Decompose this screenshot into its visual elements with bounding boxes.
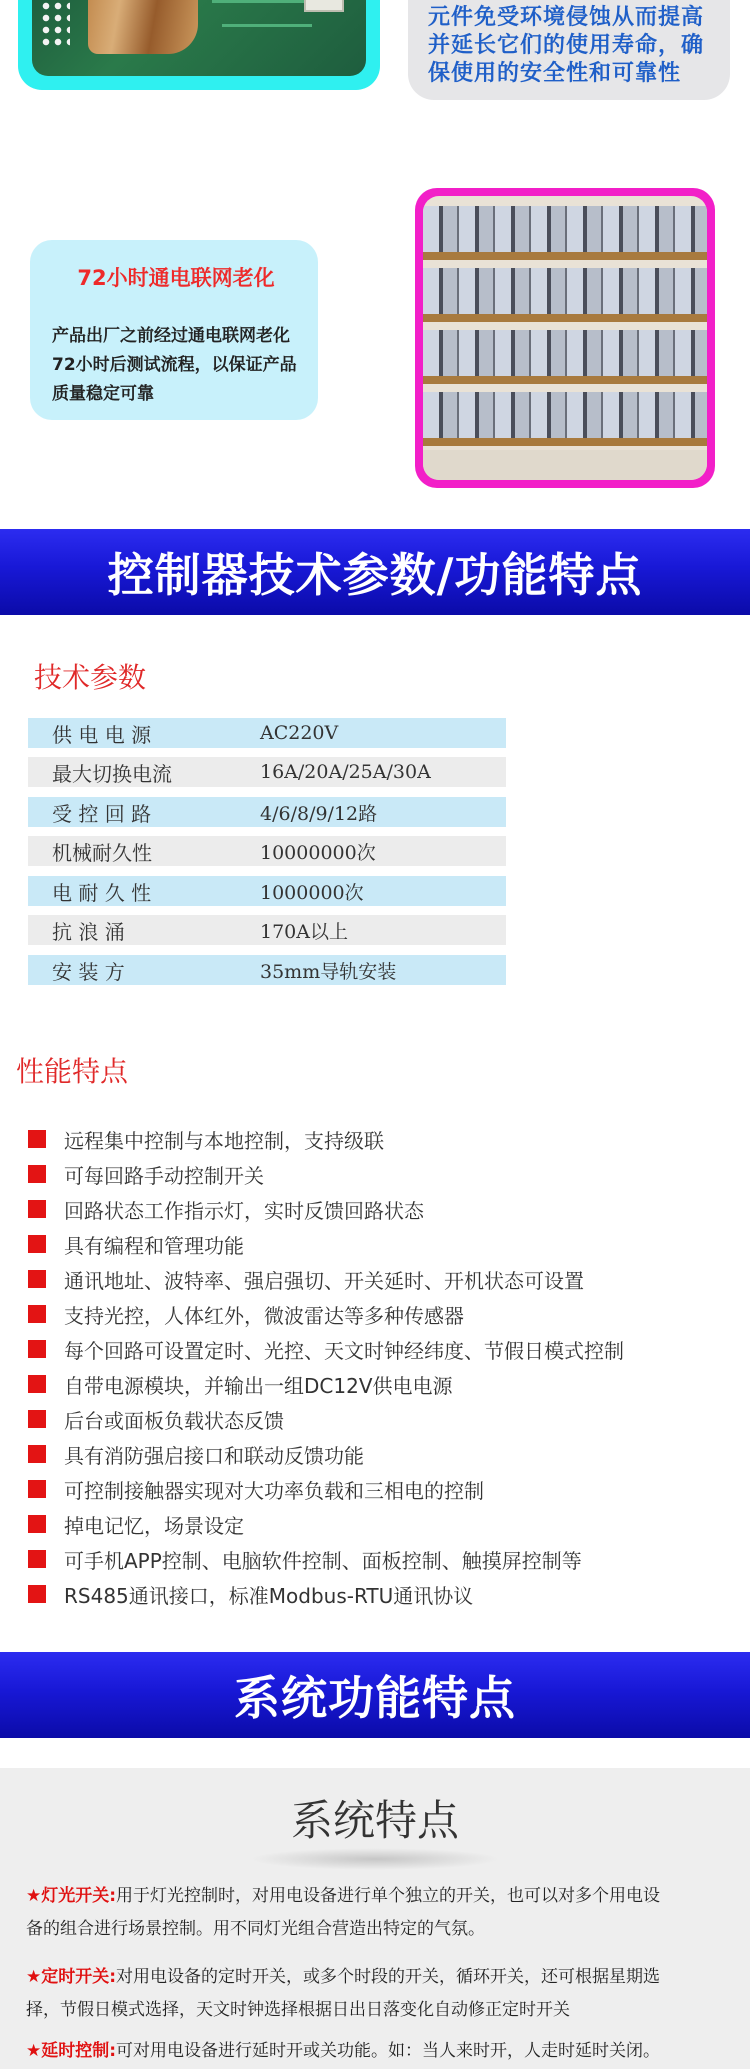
- aging-title: 72小时通电联网老化: [77, 266, 275, 290]
- feature-text: 自带电源模块，并输出一组DC12V供电电源: [64, 1373, 453, 1398]
- feature-item: [28, 1474, 484, 1504]
- bullet-square-icon: [28, 1165, 46, 1183]
- features-heading: 性能特点: [16, 1055, 129, 1088]
- feature-text: 具有编程和管理功能: [64, 1233, 244, 1258]
- feature-item: [28, 1194, 424, 1224]
- system-feature-key: ★灯光开关:: [26, 1886, 117, 1906]
- feature-item: [28, 1334, 624, 1364]
- param-row: [28, 718, 506, 748]
- circuit-board-photo: [18, 0, 380, 90]
- feature-item: [28, 1369, 453, 1399]
- feature-text: 通讯地址、波特率、强启强切、开关延时、开机状态可设置: [64, 1268, 584, 1293]
- param-row: [28, 915, 506, 945]
- param-label: 机械耐久性: [52, 840, 152, 865]
- bullet-square-icon: [28, 1515, 46, 1533]
- tech-params-heading: 技术参数: [34, 661, 147, 694]
- feature-text: 具有消防强启接口和联动反馈功能: [64, 1443, 364, 1468]
- feature-text: 回路状态工作指示灯，实时反馈回路状态: [64, 1198, 424, 1223]
- bullet-square-icon: [28, 1235, 46, 1253]
- title-shadow-decoration: [250, 1848, 500, 1870]
- bullet-square-icon: [28, 1270, 46, 1288]
- bullet-square-icon: [28, 1585, 46, 1603]
- param-value: AC220V: [260, 722, 339, 744]
- param-label: 供 电 电 源: [52, 722, 152, 747]
- bullet-square-icon: [28, 1410, 46, 1428]
- param-label: 安 装 方: [52, 959, 125, 984]
- system-feature-line2: 备的组合进行场景控制。用不同灯光组合营造出特定的气氛。: [26, 1919, 485, 1939]
- banner-controller-params: [0, 529, 750, 615]
- param-value: 16A/20A/25A/30A: [260, 761, 431, 783]
- feature-item: [28, 1124, 384, 1154]
- aging-info-box: [30, 240, 318, 420]
- banner-system-features: [0, 1652, 750, 1738]
- param-label: 抗 浪 涌: [52, 919, 125, 944]
- banner-system-features-title: 系统功能特点: [234, 1671, 516, 1725]
- feature-item: [28, 1299, 464, 1329]
- feature-item: [28, 1229, 244, 1259]
- feature-item: [28, 1264, 584, 1294]
- param-label: 最大切换电流: [52, 761, 172, 786]
- feature-text: 可控制接触器实现对大功率负载和三相电的控制: [64, 1478, 484, 1503]
- feature-text: 支持光控，人体红外，微波雷达等多种传感器: [64, 1303, 464, 1328]
- bullet-square-icon: [28, 1480, 46, 1498]
- system-feature-key: ★定时开关:: [26, 1967, 117, 1987]
- param-row: [28, 876, 506, 906]
- param-value: 170A以上: [260, 920, 348, 943]
- coating-description-text: 元件免受环境侵蚀从而提高并延长它们的使用寿命，确保使用的安全性和可靠性: [428, 5, 705, 86]
- param-value: 4/6/8/9/12路: [260, 802, 378, 825]
- param-row: [28, 757, 506, 787]
- feature-item: [28, 1509, 244, 1539]
- bullet-square-icon: [28, 1305, 46, 1323]
- system-title: 系统特点: [290, 1796, 459, 1845]
- param-value: 10000000次: [260, 841, 376, 864]
- system-feature-item: [26, 1880, 730, 1946]
- feature-item: [28, 1159, 264, 1189]
- feature-text: RS485通讯接口，标准Modbus-RTU通讯协议: [64, 1583, 474, 1608]
- bullet-square-icon: [28, 1340, 46, 1358]
- system-feature-line1: 用于灯光控制时，对用电设备进行单个独立的开关，也可以对多个用电设: [116, 1886, 661, 1906]
- bullet-square-icon: [28, 1375, 46, 1393]
- feature-item: [28, 1404, 284, 1434]
- feature-item: [28, 1579, 473, 1609]
- param-label: 受 控 回 路: [52, 801, 152, 826]
- system-feature-item: [26, 1961, 730, 2027]
- feature-text: 后台或面板负载状态反馈: [64, 1408, 284, 1433]
- bullet-square-icon: [28, 1445, 46, 1463]
- system-feature-item: [26, 2035, 730, 2068]
- banner-controller-params-title: 控制器技术参数/功能特点: [107, 548, 643, 602]
- feature-text: 可每回路手动控制开关: [64, 1163, 264, 1188]
- param-row: [28, 797, 506, 827]
- system-feature-line1: 对用电设备的定时开关，或多个时段的开关，循环开关，还可根据星期选: [116, 1967, 661, 1987]
- param-row: [28, 836, 506, 866]
- param-value: 1000000次: [260, 881, 364, 904]
- bullet-square-icon: [28, 1550, 46, 1568]
- aging-description: 产品出厂之前经过通电联网老化72小时后测试流程，以保证产品质量稳定可靠: [52, 326, 297, 404]
- feature-text: 可手机APP控制、电脑软件控制、面板控制、触摸屏控制等: [64, 1548, 582, 1573]
- feature-text: 远程集中控制与本地控制，支持级联: [64, 1128, 384, 1153]
- feature-text: 掉电记忆，场景设定: [64, 1513, 244, 1538]
- feature-item: [28, 1544, 582, 1574]
- bullet-square-icon: [28, 1200, 46, 1218]
- feature-text: 每个回路可设置定时、光控、天文时钟经纬度、节假日模式控制: [64, 1338, 624, 1363]
- system-feature-line1: 可对用电设备进行延时开或关功能。如：当人来时开，人走时延时关闭。: [116, 2041, 661, 2061]
- param-label: 电 耐 久 性: [52, 880, 152, 905]
- param-value: 35mm导轨安装: [260, 960, 397, 983]
- feature-item: [28, 1439, 364, 1469]
- param-row: [28, 955, 506, 985]
- aging-rack-photo: [415, 188, 715, 488]
- coating-description-box: [408, 0, 730, 100]
- system-feature-key: ★延时控制:: [26, 2041, 117, 2061]
- system-feature-line2: 择，节假日模式选择，天文时钟选择根据日出日落变化自动修正定时开关: [26, 2000, 570, 2020]
- bullet-square-icon: [28, 1130, 46, 1148]
